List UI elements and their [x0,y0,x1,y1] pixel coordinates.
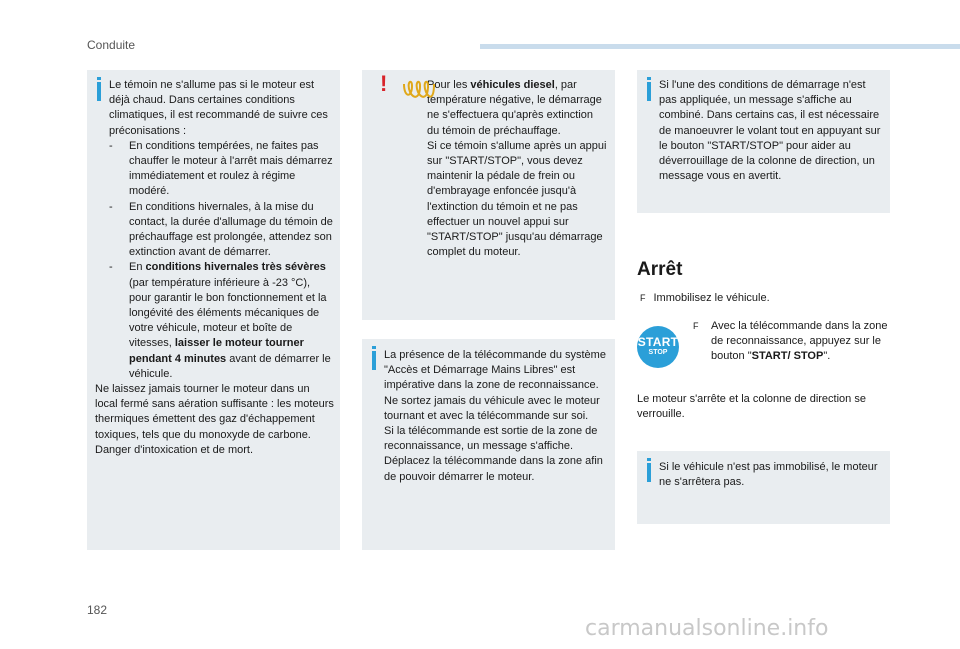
paragraph: Le témoin ne s'allume pas si le moteur est déjà chaud. Dans certaines conditions climatiques, il est recommandé de suivre ces préconisations : [109,79,328,137]
warning-icon: ! [380,71,388,96]
list-item: - En conditions hivernales, à la mise du contact, la durée d'allumage du témoin de préchauffage est prolongée, attendez son extinction avant de démarrer. [109,200,333,259]
page-number: 182 [87,603,108,617]
header-bar [480,44,960,49]
paragraph: Ne sortez jamais du véhicule avec le moteur tournant et avec la télécommande sur soi. [384,394,600,422]
paragraph: Si la télécommande est sortie de la zone de reconnaissance, un message s'affiche. Déplacez la télécommande dans la zone afin de pouvoir démarrer le moteur. [384,425,603,483]
bullet-icon: F [640,293,646,303]
start-stop-icon: START STOP [637,326,679,368]
info-box-remote [362,339,615,550]
section-title: Conduite [87,38,136,52]
section-heading-arret: Arrêt [637,259,683,280]
watermark: carmanualsonline.info [585,616,829,641]
paragraph: Ne laissez jamais tourner le moteur dans un local fermé sans aération suffisante : les moteurs thermiques émettent des gaz d'échappement toxiques, tels que du monoxyde de carbone. Danger d'intoxication et de mort. [95,383,334,456]
info-box-start-conditions [637,70,890,213]
preheating-coil-icon [402,80,436,100]
warning-box-diesel [362,70,615,320]
paragraph: Si le véhicule n'est pas immobilisé, le moteur ne s'arrêtera pas. [659,461,878,489]
paragraph: Pour les véhicules diesel, par température négative, le démarrage ne s'effectuera qu'après extinction du témoin de préchauffage. [427,79,602,137]
bullet-icon: F [693,321,699,331]
info-icon [647,82,651,101]
info-icon [97,82,101,101]
info-box-preheating [87,70,340,550]
list-item: - En conditions hivernales très sévères (par température inférieure à -23 °C), pour garantir le bon fonctionnement et la longévité des éléments mécaniques de votre véhicule, moteur et boîte de vitesses, laisser le moteur tourner pendant 4 minutes avant de démarrer le véhicule. [109,261,331,380]
info-box-not-immobilized [637,451,890,524]
step-immobilize: F Immobilisez le véhicule. [640,292,770,304]
list-item: - En conditions tempérées, ne faites pas chauffer le moteur à l'arrêt mais démarrez immédiatement et roulez à régime modéré. [109,139,333,198]
info-icon [647,463,651,482]
paragraph: La présence de la télécommande du système "Accès et Démarrage Mains Libres" est impérative dans la zone de reconnaissance. [384,349,606,392]
step-press-start-stop: F Avec la télécommande dans la zone de reconnaissance, appuyez sur le bouton "START/ STOP". [693,320,888,363]
info-icon [372,351,376,370]
paragraph: Si ce témoin s'allume après un appui sur "START/STOP", vous devez maintenir la pédale de frein ou d'embrayage enfoncée jusqu'à l'extinction du témoin et ne pas effectuer un nouvel appui sur "START/STOP" jusqu'au démarrage complet du moteur. [427,139,607,259]
paragraph-engine-stops: Le moteur s'arrête et la colonne de direction se verrouille. [637,393,866,421]
paragraph: Si l'une des conditions de démarrage n'est pas appliquée, un message s'affiche au combiné. Dans certains cas, il est nécessaire de manoeuvrer le volant tout en appuyant sur le bouton "START/STOP" pour aider au déverrouillage de la colonne de direction, un message vous en avertit. [659,79,881,183]
